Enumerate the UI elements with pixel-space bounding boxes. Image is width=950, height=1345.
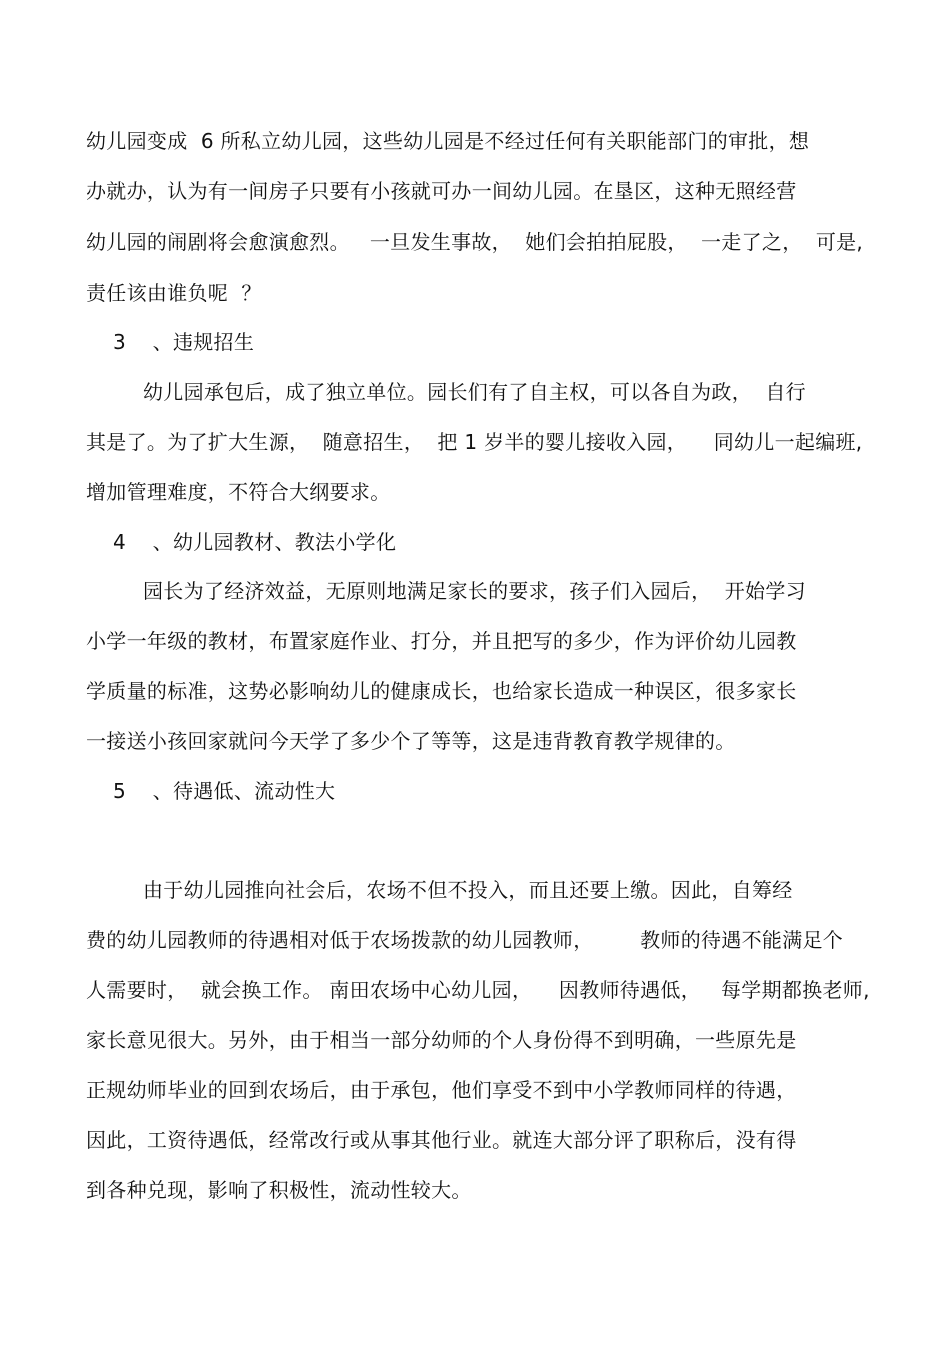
section-heading: 5 、待遇低、流动性大 [113,779,336,803]
paragraph-line: 园长为了经济效益，无原则地满足家长的要求，孩子们入园后， 开始学习 [143,579,806,603]
paragraph-line: 人需要时， 就会换工作。 南田农场中心幼儿园， 因教师待遇低， 每学期都换老师, [86,978,870,1002]
paragraph-line: 增加管理难度，不符合大纲要求。 [86,480,391,504]
paragraph-line: 由于幼儿园推向社会后，农场不但不投入，而且还要上缴。因此，自筹经 [143,878,793,902]
paragraph-line: 小学一年级的教材，布置家庭作业、打分，并且把写的多少，作为评价幼儿园教 [86,629,797,653]
paragraph-line: 幼儿园承包后，成了独立单位。园长们有了自主权，可以各自为政， 自行 [143,380,806,404]
paragraph-line: 学质量的标准，这势必影响幼儿的健康成长，也给家长造成一种误区，很多家长 [86,679,797,703]
paragraph-line: 一接送小孩回家就问今天学了多少个了等等，这是违背教育教学规律的。 [86,729,736,753]
paragraph-line: 到各种兑现，影响了积极性，流动性较大。 [86,1178,472,1202]
paragraph-line: 费的幼儿园教师的待遇相对低于农场拨款的幼儿园教师， 教师的待遇不能满足个 [86,928,844,952]
section-heading: 3 、违规招生 [113,330,255,354]
paragraph-line: 幼儿园的闹剧将会愈演愈烈。 一旦发生事故， 她们会拍拍屁股， 一走了之， 可是, [86,230,864,254]
paragraph-line: 幼儿园变成 6 所私立幼儿园，这些幼儿园是不经过任何有关职能部门的审批，想 [86,129,810,153]
section-heading: 4 、幼儿园教材、教法小学化 [113,530,397,554]
paragraph-line: 正规幼师毕业的回到农场后，由于承包，他们享受不到中小学教师同样的待遇， [86,1078,797,1102]
paragraph-line: 办就办，认为有一间房子只要有小孩就可办一间幼儿园。在垦区，这种无照经营 [86,179,797,203]
paragraph-line: 家长意见很大。另外，由于相当一部分幼师的个人身份得不到明确，一些原先是 [86,1028,797,1052]
paragraph-line: 其是了。为了扩大生源， 随意招生， 把 1 岁半的婴儿接收入园， 同幼儿一起编班, [86,430,863,454]
paragraph-line: 因此，工资待遇低，经常改行或从事其他行业。就连大部分评了职称后，没有得 [86,1128,797,1152]
paragraph-line: 责任该由谁负呢 ？ [86,281,262,305]
